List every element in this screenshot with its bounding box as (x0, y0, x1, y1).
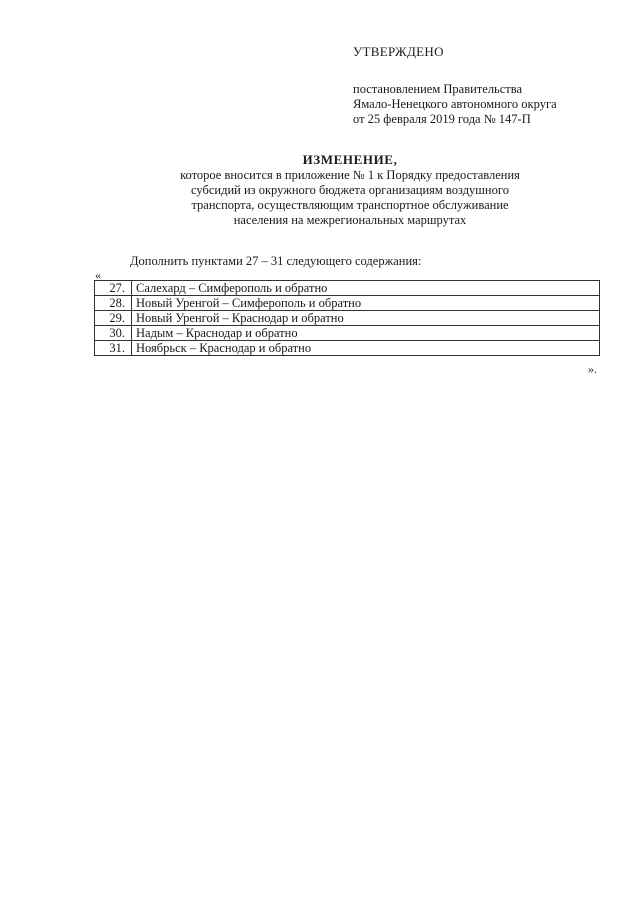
open-quote: « (95, 268, 101, 282)
row-number: 27. (95, 281, 132, 296)
approval-line: Ямало-Ненецкого автономного округа (353, 97, 557, 111)
intro-text: Дополнить пунктами 27 – 31 следующего содержания: (130, 254, 422, 268)
route-name: Надым – Краснодар и обратно (132, 326, 600, 341)
heading-line: населения на межрегиональных маршрутах (233, 213, 467, 227)
close-quote: ». (588, 362, 597, 376)
table-row (95, 281, 600, 296)
row-number: 28. (95, 296, 132, 311)
approval-line: от 25 февраля 2019 года № 147-П (353, 112, 531, 126)
heading-line: транспорта, осуществляющим транспортное обслуживание (191, 198, 509, 212)
approval-block (353, 44, 613, 127)
table-row (95, 296, 600, 311)
route-name: Ноябрьск – Краснодар и обратно (132, 341, 600, 356)
route-name: Новый Уренгой – Симферополь и обратно (132, 296, 600, 311)
document-heading (110, 152, 590, 228)
routes-table (94, 280, 600, 356)
heading-line: которое вносится в приложение № 1 к Порядку предоставления (180, 168, 520, 182)
route-name: Новый Уренгой – Краснодар и обратно (132, 311, 600, 326)
heading-title: ИЗМЕНЕНИЕ, (302, 152, 398, 167)
heading-line: субсидий из окружного бюджета организациям воздушного (191, 183, 509, 197)
approval-title: УТВЕРЖДЕНО (353, 44, 444, 59)
table-row (95, 311, 600, 326)
row-number: 31. (95, 341, 132, 356)
row-number: 30. (95, 326, 132, 341)
table-row (95, 341, 600, 356)
approval-line: постановлением Правительства (353, 82, 523, 96)
route-name: Салехард – Симферополь и обратно (132, 281, 600, 296)
row-number: 29. (95, 311, 132, 326)
table-row (95, 326, 600, 341)
